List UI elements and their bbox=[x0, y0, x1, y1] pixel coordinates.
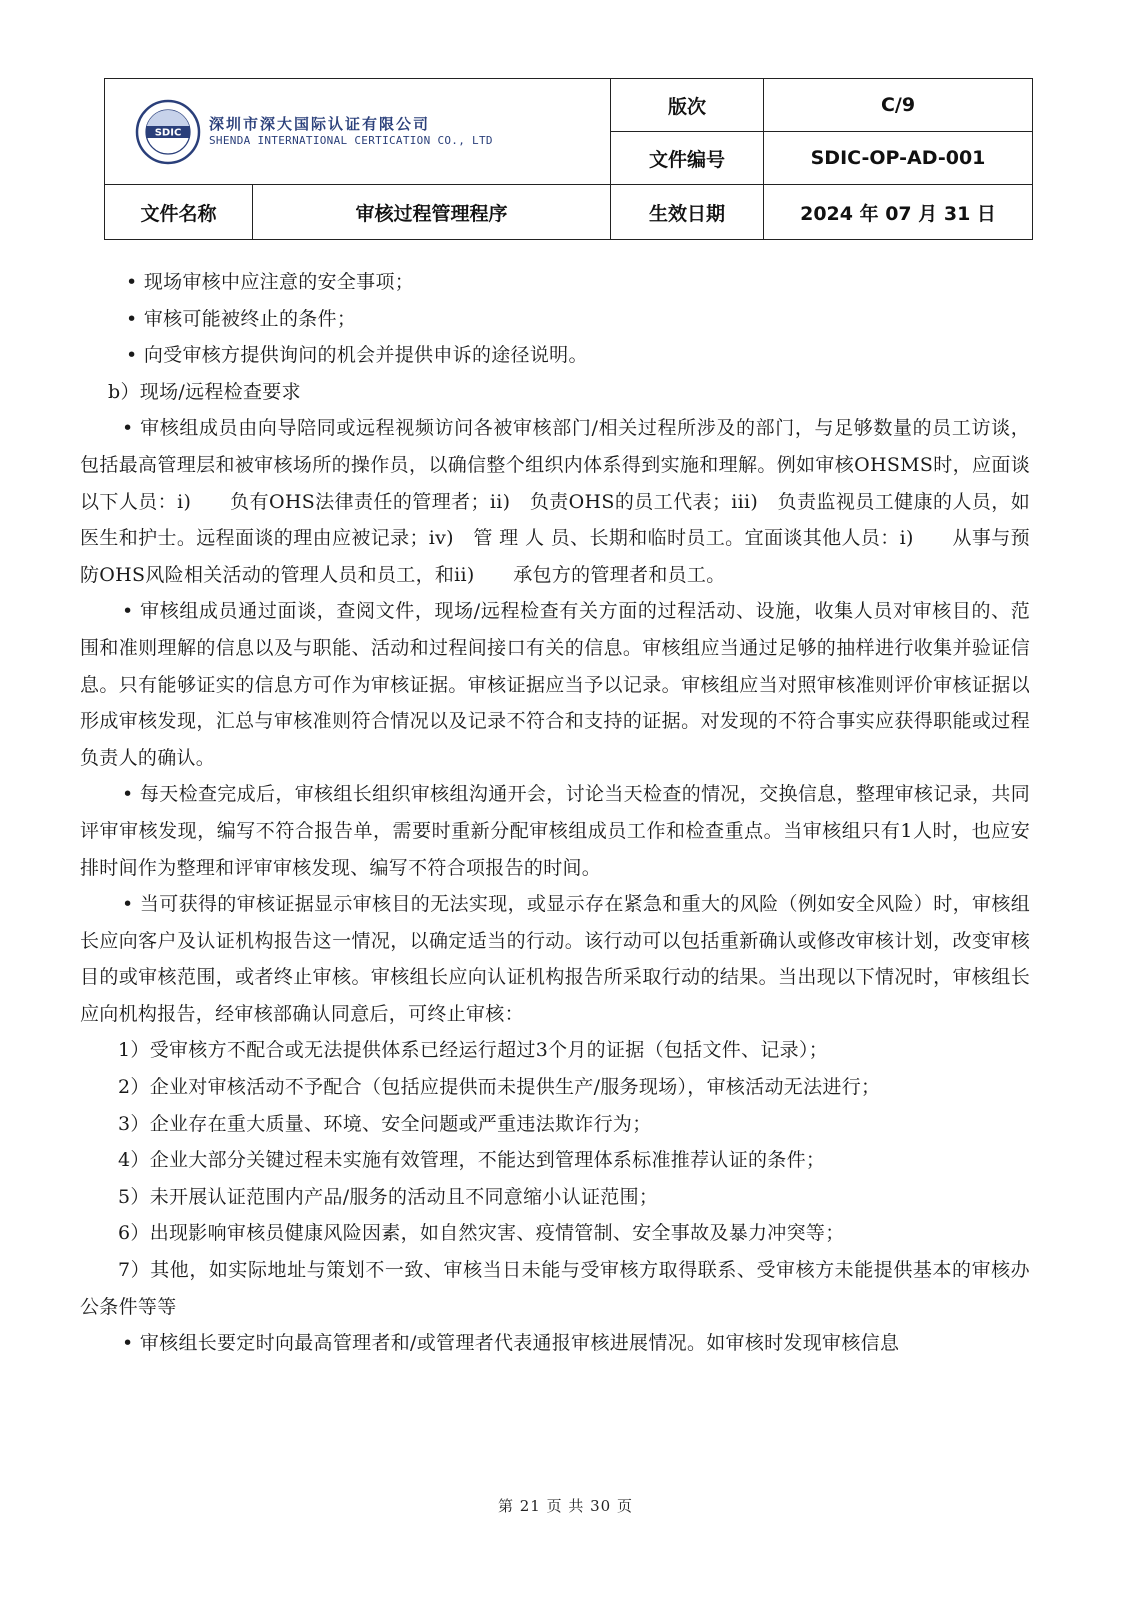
doc-no-value: SDIC-OP-AD-001 bbox=[764, 132, 1033, 185]
version-value: C/9 bbox=[764, 79, 1033, 132]
company-name-cn: 深圳市深大国际认证有限公司 bbox=[209, 115, 431, 134]
bullet-termination: • 审核可能被终止的条件； bbox=[126, 307, 357, 330]
effective-date-value: 2024 年 07 月 31 日 bbox=[764, 185, 1033, 240]
paragraph-daily-meeting: • 每天检查完成后，审核组长组织审核组沟通开会，讨论当天检查的情况，交换信息，整理审核记录，共同评审审核发现，编写不符合报告单，需要时重新分配审核组成员工作和检查重点。当审核组只有1人时，也应安排时间作为整理和评审审核发现、编写不符合项报告的时间。 bbox=[80, 783, 1030, 879]
company-name-en: SHENDA INTERNATIONAL CERTICATION CO., LTD bbox=[209, 134, 493, 147]
list-item-3: 3）企业存在重大质量、环境、安全问题或严重违法欺诈行为； bbox=[118, 1112, 652, 1135]
doc-no-label: 文件编号 bbox=[611, 132, 764, 185]
document-header-table bbox=[104, 78, 1033, 240]
paragraph-progress-report: • 审核组长要定时向最高管理者和/或管理者代表通报审核进展情况。如审核时发现审核信息 bbox=[122, 1332, 900, 1355]
bullet-safety: • 现场审核中应注意的安全事项； bbox=[126, 271, 415, 293]
version-label: 版次 bbox=[611, 79, 764, 132]
bullet-appeal: • 向受审核方提供询问的机会并提供申诉的途径说明。 bbox=[126, 344, 588, 367]
company-logo-cell bbox=[105, 79, 611, 185]
paragraph-interviews: • 审核组成员由向导陪同或远程视频访问各被审核部门/相关过程所涉及的部门，与足够数量的员工访谈，包括最高管理层和被审核场所的操作员，以确信整个组织内体系得到实施和理解。例如审核OHSMS时，应面谈以下人员：i) 负有OHS法律责任的管理者；ii) 负责OHS的员工代表；iii) 负责监视员工健康的人员，如医生和护士。远程面谈的理由应被记录；iv) 管 理 人 员、长期和临时员工。宜面谈其他人员：i) 从事与预防OHS风险相关活动的管理人员和员工，和ii) 承包方的管理者和员工。 bbox=[80, 417, 1030, 586]
document-body bbox=[80, 264, 1030, 1362]
paragraph-termination: • 当可获得的审核证据显示审核目的无法实现，或显示存在紧急和重大的风险（例如安全风险）时，审核组长应向客户及认证机构报告这一情况，以确定适当的行动。该行动可以包括重新确认或修改审核计划，改变审核目的或审核范围，或者终止审核。审核组长应向认证机构报告所采取行动的结果。当出现以下情况时，审核组长应向机构报告，经审核部确认同意后，可终止审核： bbox=[80, 893, 1030, 1025]
effective-date-label: 生效日期 bbox=[611, 185, 764, 240]
section-b-heading: b）现场/远程检查要求 bbox=[108, 380, 301, 403]
list-item-1: 1）受审核方不配合或无法提供体系已经运行超过3个月的证据（包括文件、记录）； bbox=[118, 1039, 829, 1062]
page-number-footer: 第 21 页 共 30 页 bbox=[497, 1497, 633, 1515]
list-item-7: 7）其他，如实际地址与策划不一致、审核当日未能与受审核方取得联系、受审核方未能提供基本的审核办公条件等等 bbox=[80, 1259, 1030, 1318]
list-item-2: 2）企业对审核活动不予配合（包括应提供而未提供生产/服务现场），审核活动无法进行； bbox=[118, 1076, 881, 1099]
logo-text: SDIC bbox=[154, 127, 182, 138]
list-item-4: 4）企业大部分关键过程未实施有效管理，不能达到管理体系标准推荐认证的条件； bbox=[118, 1149, 826, 1172]
company-logo-icon bbox=[135, 99, 201, 165]
list-item-5: 5）未开展认证范围内产品/服务的活动且不同意缩小认证范围； bbox=[118, 1185, 659, 1208]
paragraph-evidence: • 审核组成员通过面谈，查阅文件，现场/远程检查有关方面的过程活动、设施，收集人员对审核目的、范围和准则理解的信息以及与职能、活动和过程间接口有关的信息。审核组应当通过足够的抽样进行收集并验证信息。只有能够证实的信息方可作为审核证据。审核证据应当予以记录。审核组应当对照审核准则评价审核证据以形成审核发现，汇总与审核准则符合情况以及记录不符合和支持的证据。对发现的不符合事实应获得职能或过程负责人的确认。 bbox=[80, 600, 1030, 769]
list-item-6: 6）出现影响审核员健康风险因素，如自然灾害、疫情管制、安全事故及暴力冲突等； bbox=[118, 1222, 845, 1245]
doc-name-value: 审核过程管理程序 bbox=[253, 185, 611, 240]
doc-name-label: 文件名称 bbox=[105, 185, 253, 240]
